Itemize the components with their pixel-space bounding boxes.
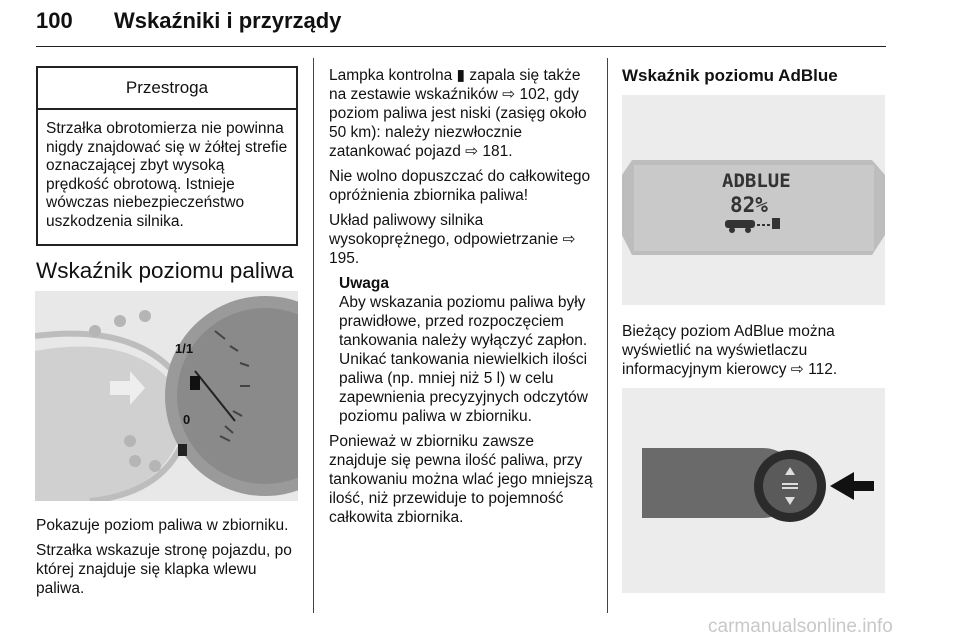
note-body: Aby wskazania poziomu paliwa były prawidłowe, przed rozpoczęciem tankowania należy wyłączyć zapłon. Unikać tankowania niewielkich ilości paliwa (np. mniej niż 5 l) w celu zapewnienia precyzyjnych odczytów poziomu paliwa w zbiorniku. <box>339 294 588 425</box>
paragraph-diesel-bleeding: Układ paliwowy silnika wysokoprężnego, odpowietrzanie ⇨ 195. <box>329 212 576 267</box>
stalk-button-illustration <box>622 388 885 593</box>
caution-title: Przestroga <box>38 68 296 110</box>
fuel-pump-icon-small <box>178 444 187 456</box>
gauge-empty-mark: 0 <box>183 412 191 427</box>
paragraph-warning-light: Lampka kontrolna ▮ zapala się także na zestawie wskaźników ⇨ 102, gdy poziom paliwa jest niski (zasięg około 50 km): należy niezwłocznie zatankować pojazd ⇨ 181. <box>329 67 587 160</box>
caution-box <box>36 66 298 246</box>
middle-column-text <box>329 66 595 533</box>
note-block <box>329 274 595 426</box>
paragraph-do-not-empty: Nie wolno dopuszczać do całkowitego opróżnienia zbiornika paliwa! <box>329 168 591 204</box>
column-divider-2 <box>607 58 608 613</box>
fuel-pump-icon <box>190 376 200 390</box>
fuel-captions <box>36 516 304 604</box>
note-title: Uwaga <box>339 275 389 292</box>
watermark: carmanualsonline.info <box>708 616 893 637</box>
adblue-display-label: ADBLUE <box>722 170 791 192</box>
column-divider-1 <box>313 58 314 613</box>
fuel-gauge-illustration <box>35 291 298 501</box>
fuel-pump-icon <box>772 218 780 229</box>
header-rule <box>36 46 886 47</box>
caution-body: Strzałka obrotomierza nie powinna nigdy znajdować się w żółtej strefie oznaczającej zbyt wysoką prędkość obrotową. Istnieje wówczas niebezpieczeństwo uszkodzenia silnika. <box>46 120 288 230</box>
fuel-caption-1: Pokazuje poziom paliwa w zbiorniku. <box>36 517 289 534</box>
page-number: 100 <box>36 8 73 33</box>
adblue-caption <box>622 322 888 385</box>
paragraph-residual-fuel: Ponieważ w zbiorniku zawsze znajduje się pewna ilość paliwa, przy tankowaniu można wlać jego mniejszą ilość, niż przewiduje to pojemność całkowita zbiornika. <box>329 433 593 526</box>
fuel-caption-2: Strzałka wskazuje stronę pojazdu, po której znajduje się klapka wlewu paliwa. <box>36 542 292 597</box>
fuel-gauge-heading: Wskaźnik poziomu paliwa <box>36 258 294 283</box>
adblue-heading: Wskaźnik poziomu AdBlue <box>622 66 838 85</box>
adblue-display-illustration <box>622 95 885 305</box>
page-header-title: Wskaźniki i przyrządy <box>114 8 342 33</box>
gauge-full-mark: 1/1 <box>175 341 194 356</box>
adblue-display-value: 82% <box>730 193 768 217</box>
adblue-caption-text: Bieżący poziom AdBlue można wyświetlić na wyświetlaczu informacyjnym kierowcy ⇨ 112. <box>622 323 838 378</box>
